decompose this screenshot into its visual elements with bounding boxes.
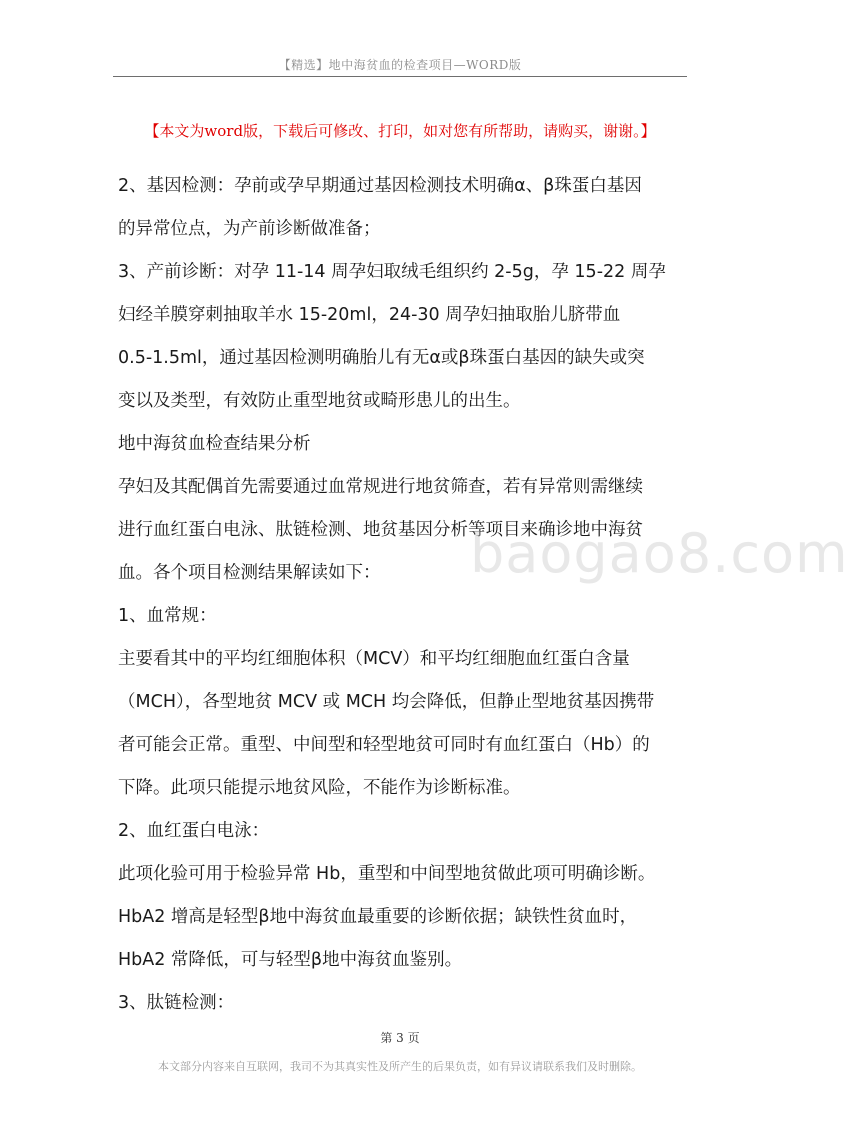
body-line: 0.5-1.5ml，通过基因检测明确胎儿有无α或β珠蛋白基因的缺失或突: [118, 348, 645, 368]
body-line: 孕妇及其配偶首先需要通过血常规进行地贫筛查，若有异常则需继续: [118, 477, 643, 497]
body-line: 血。各个项目检测结果解读如下：: [118, 563, 381, 583]
page-header-title: 【精选】地中海贫血的检查项目—WORD版: [278, 58, 522, 72]
body-line: 此项化验可用于检验异常 Hb，重型和中间型地贫做此项可明确诊断。: [118, 864, 656, 884]
subsection-heading: 2、血红蛋白电泳：: [118, 821, 270, 841]
subsection-heading: 3、肽链检测：: [118, 993, 235, 1013]
body-line: 进行血红蛋白电泳、肽链检测、地贫基因分析等项目来确诊地中海贫: [118, 520, 643, 540]
body-line: 下降。此项只能提示地贫风险，不能作为诊断标准。: [118, 778, 521, 798]
subsection-heading: 1、血常规：: [118, 606, 217, 626]
section-heading: 地中海贫血检查结果分析: [118, 434, 311, 454]
body-line: 2、基因检测：孕前或孕早期通过基因检测技术明确α、β珠蛋白基因: [118, 176, 642, 196]
document-body: [118, 165, 693, 1025]
body-line: （MCH），各型地贫 MCV 或 MCH 均会降低，但静止型地贫基因携带: [118, 692, 655, 712]
body-line: 主要看其中的平均红细胞体积（MCV）和平均红细胞血红蛋白含量: [118, 649, 630, 669]
body-line: 变以及类型，有效防止重型地贫或畸形患儿的出生。: [118, 391, 521, 411]
body-line: 3、产前诊断：对孕 11-14 周孕妇取绒毛组织约 2-5g，孕 15-22 周孕: [118, 262, 666, 282]
header-divider: [113, 76, 687, 77]
body-line: HbA2 增高是轻型β地中海贫血最重要的诊断依据；缺铁性贫血时，: [118, 907, 638, 927]
page-number: 第 3 页: [380, 1031, 420, 1045]
disclaimer-note: 本文部分内容来自互联网，我司不为其真实性及所产生的后果负责，如有异议请联系我们及时删除。: [158, 1060, 642, 1073]
body-line: HbA2 常降低，可与轻型β地中海贫血鉴别。: [118, 950, 463, 970]
body-line: 的异常位点，为产前诊断做准备；: [118, 219, 381, 239]
body-line: 妇经羊膜穿刺抽取羊水 15-20ml，24-30 周孕妇抽取胎儿脐带血: [118, 305, 621, 325]
download-notice: 【本文为word版，下载后可修改、打印，如对您有所帮助，请购买，谢谢。】: [144, 122, 656, 140]
site-watermark: baogao8.com: [470, 522, 849, 585]
body-line: 者可能会正常。重型、中间型和轻型地贫可同时有血红蛋白（Hb）的: [118, 735, 650, 755]
